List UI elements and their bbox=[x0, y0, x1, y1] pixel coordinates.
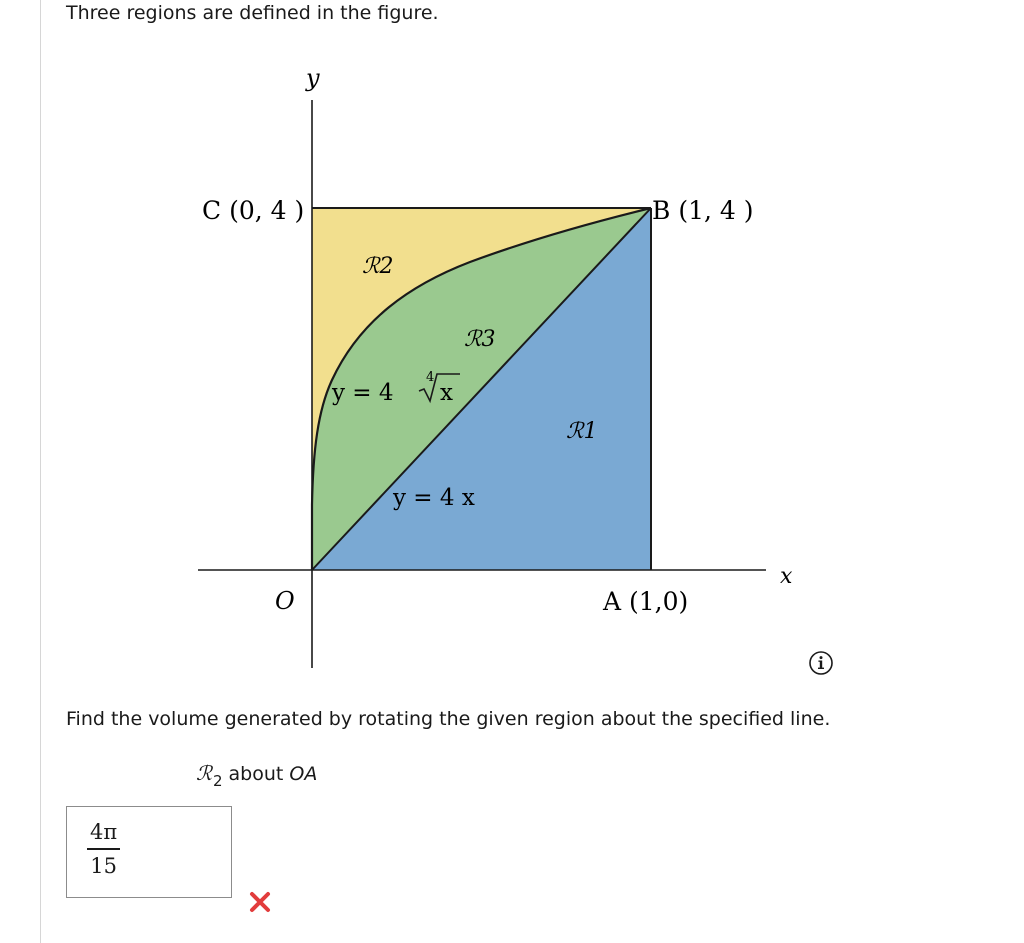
curve-equation: y = 4 bbox=[332, 380, 394, 406]
answer-fraction bbox=[87, 819, 120, 879]
region-symbol: ℛ bbox=[196, 761, 212, 785]
x-mark-icon bbox=[248, 890, 272, 914]
axis-line-name: OA bbox=[289, 763, 318, 785]
answer-denominator: 15 bbox=[90, 853, 117, 878]
origin-label: O bbox=[275, 587, 295, 615]
fraction-bar bbox=[87, 848, 120, 850]
question-text: Find the volume generated by rotating the given region about the specified line. bbox=[66, 708, 831, 730]
curve-root-index: 4 bbox=[426, 370, 435, 385]
region-3-label: ℛ3 bbox=[464, 327, 496, 352]
region-1-label: ℛ1 bbox=[566, 419, 598, 444]
line-equation: y = 4 x bbox=[393, 485, 475, 511]
answer-numerator: 4π bbox=[90, 820, 118, 844]
point-a-label: A (1,0) bbox=[603, 587, 689, 616]
info-icon[interactable] bbox=[808, 650, 834, 676]
intro-text: Three regions are defined in the figure. bbox=[66, 2, 439, 24]
y-axis-label: y bbox=[306, 64, 320, 92]
answer-input[interactable] bbox=[66, 806, 232, 898]
point-c-label: C (0, 4 ) bbox=[202, 196, 305, 225]
about-text: about bbox=[228, 763, 284, 785]
point-b-label: B (1, 4 ) bbox=[652, 196, 754, 225]
curve-radicand: x bbox=[440, 380, 453, 406]
region-2-label: ℛ2 bbox=[362, 254, 394, 279]
x-axis-label: x bbox=[780, 564, 793, 589]
region-subscript: 2 bbox=[212, 772, 223, 790]
region-spec bbox=[196, 760, 317, 788]
